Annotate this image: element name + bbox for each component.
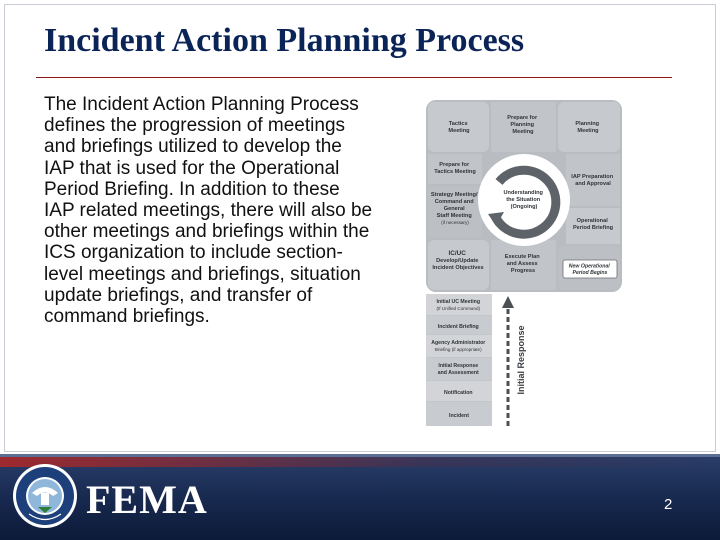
label-planning-meeting: Planning Meeting [575,121,600,134]
dhs-seal-icon [12,463,78,529]
footer-red-accent [0,457,720,467]
label-execute-plan: Execute Plan and Assess Progress [504,254,540,274]
title-divider [36,77,672,78]
fema-logo: FEMA [86,477,208,522]
planning-p-diagram [426,100,624,426]
slide-body-text: The Incident Action Planning Process defines the progression of meetings and briefings utilized to develop the IAP that is used for the Operational Period Briefing. In addition to these IAP related meetings, there will also be other meetings and briefings within the ICS organization to include section-level meetings and briefings, situation update briefings, and transfer of command briefings. [44,94,373,328]
label-strategy-meeting: Strategy Meeting/ Command and General Staff Meeting (if necessary) [430,192,478,225]
svg-text:Initial UC Meeting (If U: Initial UC Meeting (If Unified Command) Incident Briefing Agency Administrator Briefing (if appropriate) Initial Response and Assessment Notification Incident [431,299,486,419]
initial-response-stack [426,294,492,426]
label-icuc-objectives: IC/UC Develop/Update Incident Objectives [432,250,484,271]
svg-text:New Operational Period B: New Operational Period Begins [568,263,610,276]
label-tactics-meeting: Tactics Meeting [448,121,470,134]
slide-title: Incident Action Planning Process [44,22,525,59]
new-period-badge [563,260,617,278]
label-prepare-planning: Prepare for Planning Meeting [507,115,538,135]
label-operational-briefing: Operational Period Briefing [572,218,614,231]
page-number: 2 [664,496,673,513]
initial-response-label: Initial Response [516,325,526,395]
label-iap-preparation: IAP Preparation and Approval [571,174,614,187]
initial-response-arrow-icon [502,296,526,426]
label-prepare-tactics: Prepare for Tactics Meeting [434,162,476,175]
label-understanding-situation: Understanding the Situation (Ongoing) [503,190,543,210]
